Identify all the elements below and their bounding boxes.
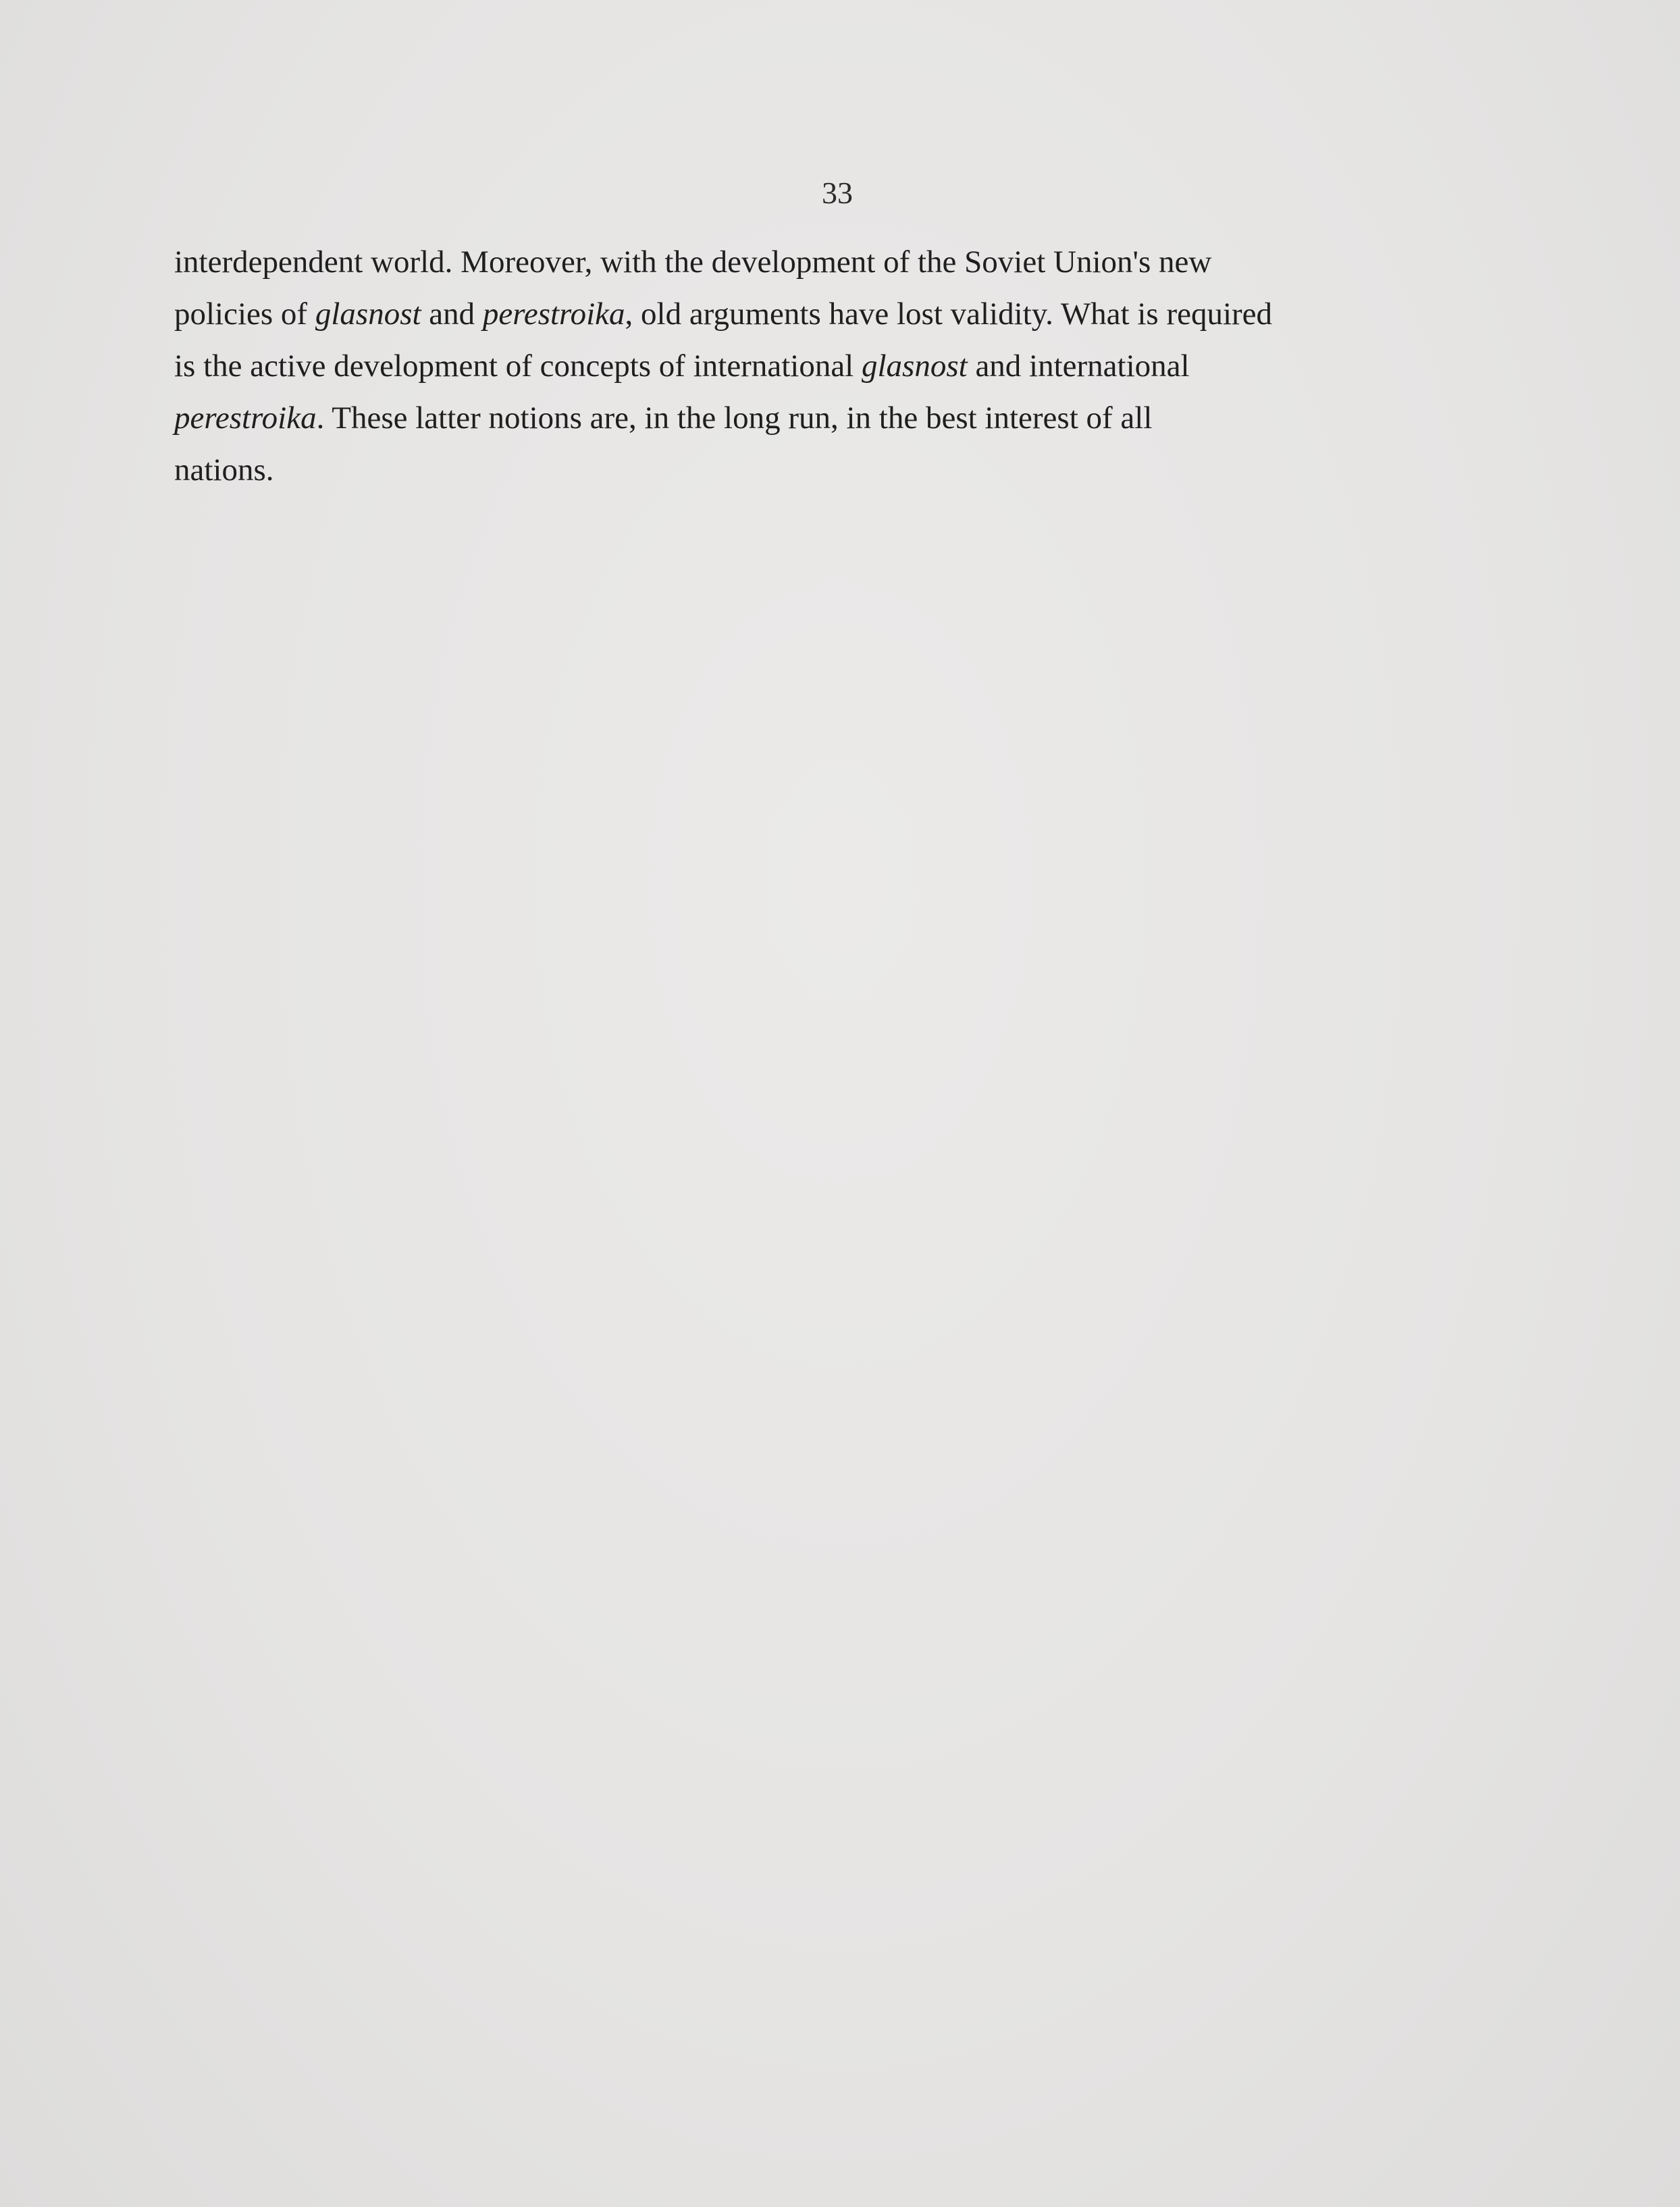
- italic-term: perestroika: [482, 296, 625, 332]
- text-segment: , old arguments have lost validity. What is required: [625, 296, 1273, 332]
- text-segment: and international: [967, 348, 1190, 384]
- text-line: [174, 398, 1511, 450]
- text-segment: interdependent world. Moreover, with the development of the Soviet Union's new: [174, 244, 1212, 280]
- text-segment: policies of: [174, 296, 315, 332]
- text-line: [174, 450, 1511, 502]
- body-paragraph: [174, 242, 1511, 502]
- italic-term: glasnost: [861, 348, 968, 384]
- text-segment: and: [421, 296, 483, 332]
- page-number: 33: [822, 176, 853, 210]
- text-segment: nations.: [174, 452, 274, 488]
- text-line: [174, 346, 1511, 398]
- text-line: [174, 294, 1511, 346]
- italic-term: glasnost: [315, 296, 421, 332]
- italic-term: perestroika: [174, 400, 317, 436]
- text-segment: is the active development of concepts of international: [174, 348, 862, 384]
- text-line: [174, 242, 1511, 294]
- text-segment: . These latter notions are, in the long run, in the best interest of all: [316, 400, 1153, 436]
